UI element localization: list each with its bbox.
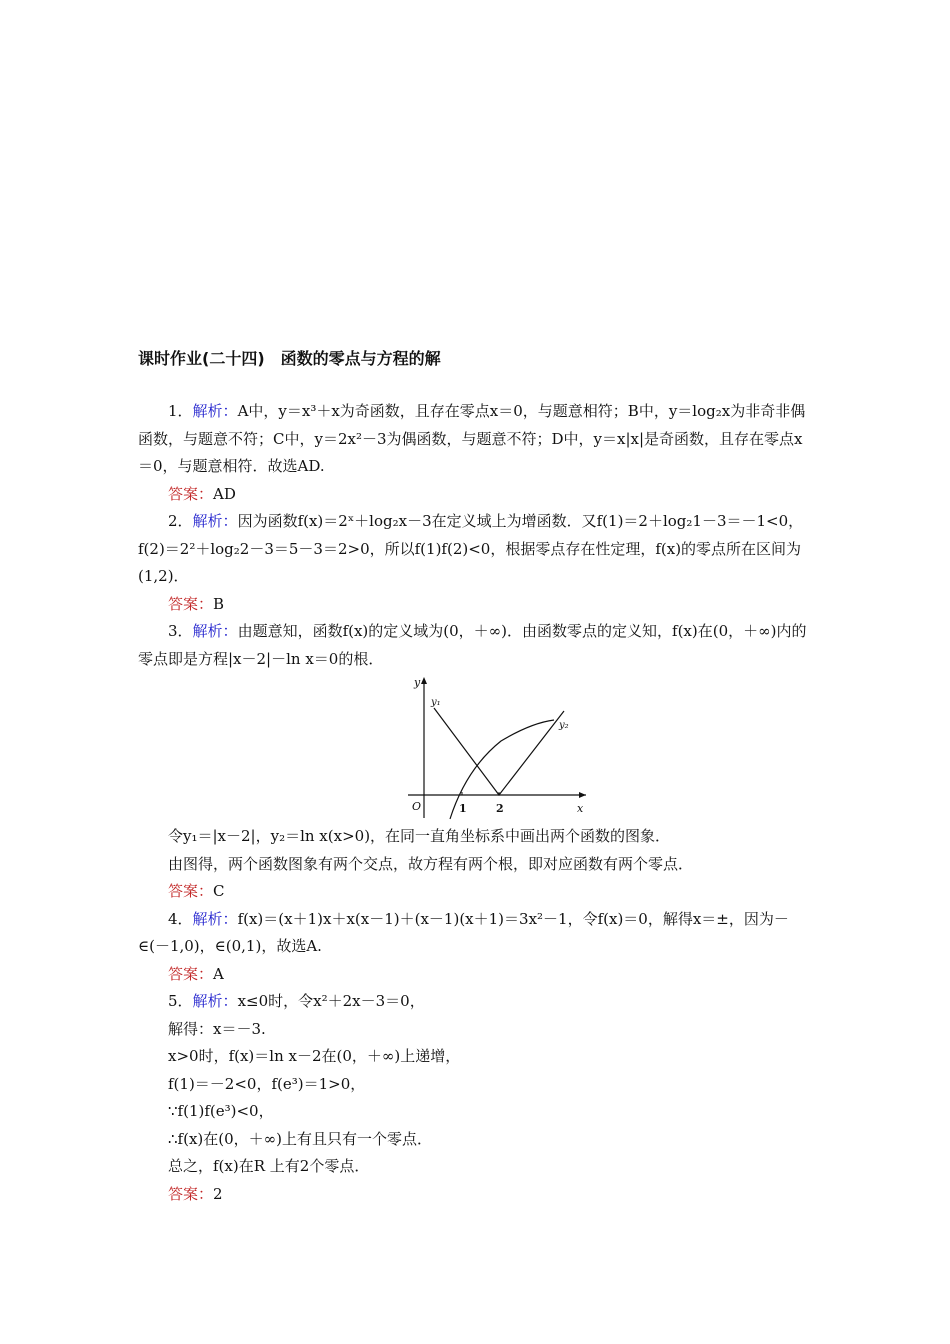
analysis-text: 由题意知，函数f(x)的定义域为(0，＋∞)．由函数零点的定义知，f(x)在(0，＋∞)内的零点即是方程|x－2|－ln x＝0的根． bbox=[138, 622, 807, 668]
origin-label: O bbox=[412, 800, 422, 813]
problem-5-line-4: ∵f(1)f(e³)<0， bbox=[168, 1102, 274, 1120]
problem-5-line-2: x>0时，f(x)＝ln x－2在(0，＋∞)上递增， bbox=[168, 1047, 461, 1065]
answer-value: 2 bbox=[213, 1184, 223, 1203]
problem-2-answer bbox=[138, 591, 814, 619]
problem-2-analysis bbox=[138, 508, 814, 591]
problem-number: 3． bbox=[168, 622, 193, 640]
tick-label-1: 1 bbox=[459, 802, 467, 815]
problem-3-answer bbox=[138, 878, 814, 906]
analysis-label: 解析： bbox=[192, 402, 238, 420]
problem-number: 2． bbox=[168, 512, 193, 530]
problem-number: 4． bbox=[168, 909, 193, 928]
x-axis-label: x bbox=[577, 802, 584, 815]
function-graph-figure bbox=[396, 673, 596, 823]
analysis-label: 解析： bbox=[192, 992, 238, 1010]
problem-1-analysis bbox=[138, 398, 814, 481]
problem-5-line-5: ∴f(x)在(0，＋∞)上有且只有一个零点． bbox=[168, 1129, 433, 1148]
x-axis-arrow-icon bbox=[579, 792, 586, 798]
answer-label: 答案： bbox=[168, 1184, 214, 1203]
problem-4-answer bbox=[138, 961, 814, 989]
problem-number: 1． bbox=[168, 402, 193, 420]
problem-3-line-2: 由图得，两个函数图象有两个交点，故方程有两个根，即对应函数有两个零点． bbox=[168, 854, 694, 873]
problem-5-line-1: 解得：x＝－3. bbox=[168, 1019, 266, 1038]
y-axis-arrow-icon bbox=[421, 677, 427, 684]
analysis-label: 解析： bbox=[192, 909, 238, 928]
analysis-text: f(x)＝(x＋1)x＋x(x－1)＋(x－1)(x＋1)＝3x²－1，令f(x)＝0，解得x＝±，因为－∈(－1,0)，∈(0,1)，故选A. bbox=[138, 909, 789, 955]
analysis-text: A中，y＝x³＋x为奇函数，且存在零点x＝0，与题意相符；B中，y＝log₂x为非奇非偶函数，与题意不符；C中，y＝2x²－3为偶函数，与题意不符；D中，y＝x|x|是奇函数，且存在零点x＝0，与题意相符．故选AD. bbox=[138, 402, 806, 475]
answer-value: AD bbox=[213, 484, 236, 503]
answer-label: 答案： bbox=[168, 964, 214, 983]
solutions-body bbox=[138, 398, 814, 1208]
tick-label-2: 2 bbox=[496, 802, 504, 815]
analysis-text: x≤0时，令x²＋2x－3＝0， bbox=[237, 992, 425, 1010]
answer-value: B bbox=[213, 594, 225, 613]
answer-label: 答案： bbox=[168, 484, 214, 503]
problem-5-line-3: f(1)＝－2<0，f(e³)＝1>0， bbox=[168, 1074, 366, 1093]
answer-label: 答案： bbox=[168, 882, 214, 900]
analysis-text: 因为函数f(x)＝2ˣ＋log₂x－3在定义域上为增函数．又f(1)＝2＋log₂1－3＝－1<0，f(2)＝2²＋log₂2－3＝5－3＝2>0，所以f(1)f(2)<0，根据零点存在性定理，f(x)的零点所在区间为(1,2)． bbox=[138, 512, 804, 585]
curve-y1 bbox=[434, 708, 564, 795]
problem-4-analysis bbox=[138, 906, 814, 961]
problem-3-analysis bbox=[138, 618, 814, 673]
problem-5-answer bbox=[138, 1181, 814, 1209]
problem-number: 5． bbox=[168, 992, 193, 1010]
problem-1-answer bbox=[138, 481, 814, 509]
answer-value: A bbox=[213, 964, 224, 983]
problem-3-line-1: 令y₁＝|x－2|，y₂＝ln x(x>0)，在同一直角坐标系中画出两个函数的图象． bbox=[168, 827, 671, 845]
answer-label: 答案： bbox=[168, 594, 214, 613]
problem-5-line-6: 总之，f(x)在R 上有2个零点． bbox=[168, 1157, 370, 1175]
y-axis-label: y bbox=[414, 676, 421, 689]
curve-y1-label: y₁ bbox=[431, 697, 441, 708]
curve-y2-label: y₂ bbox=[559, 720, 569, 731]
problem-5-analysis bbox=[138, 988, 814, 1016]
analysis-label: 解析： bbox=[192, 622, 238, 640]
analysis-label: 解析： bbox=[192, 512, 238, 530]
answer-value: C bbox=[213, 882, 225, 900]
page-title: 课时作业(二十四) 函数的零点与方程的解 bbox=[138, 349, 441, 368]
